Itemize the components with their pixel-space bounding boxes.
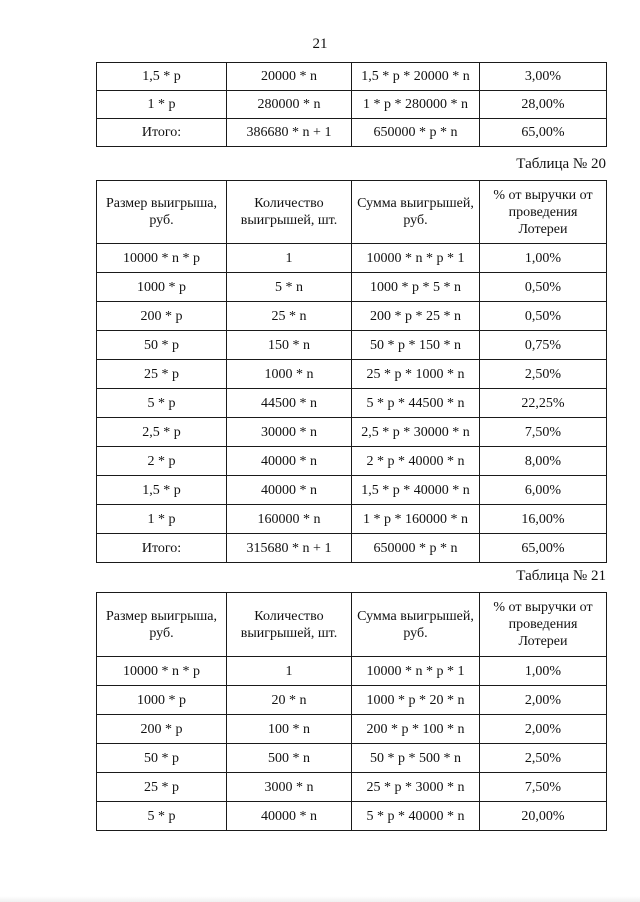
prize-sum-cell: 2 * p * 40000 * n	[352, 447, 480, 476]
prize-count-cell: 40000 * n	[227, 476, 352, 505]
revenue-percent-cell: 7,50%	[480, 418, 607, 447]
prize-size-cell: 1 * p	[97, 505, 227, 534]
revenue-percent-cell: 16,00%	[480, 505, 607, 534]
prize-sum-cell: 2,5 * p * 30000 * n	[352, 418, 480, 447]
header-prize-count: Количество выигрышей, шт.	[227, 181, 352, 244]
prize-count-cell: 280000 * n	[227, 91, 352, 119]
table-row	[97, 715, 607, 744]
header-revenue-percent: % от выручки от проведения Лотереи	[480, 593, 607, 657]
revenue-percent-cell: 6,00%	[480, 476, 607, 505]
prize-table-21	[96, 592, 607, 831]
prize-size-cell: 1000 * p	[97, 686, 227, 715]
revenue-percent-cell: 2,50%	[480, 360, 607, 389]
prize-size-cell: 2 * p	[97, 447, 227, 476]
table-header-row	[97, 181, 607, 244]
prize-count-cell: 5 * n	[227, 273, 352, 302]
table-row	[97, 331, 607, 360]
prize-sum-cell: 200 * p * 100 * n	[352, 715, 480, 744]
table-row	[97, 686, 607, 715]
prize-count-cell: 386680 * n + 1	[227, 119, 352, 147]
total-row	[97, 534, 607, 563]
prize-count-cell: 20000 * n	[227, 63, 352, 91]
prize-count-cell: 1000 * n	[227, 360, 352, 389]
prize-sum-cell: 10000 * n * p * 1	[352, 244, 480, 273]
table-row	[97, 302, 607, 331]
revenue-percent-cell: 0,50%	[480, 273, 607, 302]
prize-sum-cell: 1,5 * p * 20000 * n	[352, 63, 480, 91]
revenue-percent-cell: 22,25%	[480, 389, 607, 418]
prize-size-cell: 200 * p	[97, 715, 227, 744]
prize-size-cell: 25 * p	[97, 773, 227, 802]
table-header-row	[97, 593, 607, 657]
revenue-percent-cell: 3,00%	[480, 63, 607, 91]
prize-size-cell: 1,5 * p	[97, 476, 227, 505]
prize-size-cell: 25 * p	[97, 360, 227, 389]
revenue-percent-cell: 7,50%	[480, 773, 607, 802]
table-row	[97, 360, 607, 389]
prize-sum-cell: 10000 * n * p * 1	[352, 657, 480, 686]
prize-count-cell: 20 * n	[227, 686, 352, 715]
revenue-percent-cell: 2,00%	[480, 715, 607, 744]
prize-count-cell: 44500 * n	[227, 389, 352, 418]
prize-sum-cell: 1000 * p * 5 * n	[352, 273, 480, 302]
prize-sum-cell: 650000 * p * n	[352, 119, 480, 147]
prize-sum-cell: 50 * p * 500 * n	[352, 744, 480, 773]
scan-edge	[0, 896, 640, 902]
table-row	[97, 657, 607, 686]
prize-sum-cell: 1000 * p * 20 * n	[352, 686, 480, 715]
table-row	[97, 476, 607, 505]
revenue-percent-cell: 0,50%	[480, 302, 607, 331]
table-row	[97, 447, 607, 476]
prize-count-cell: 40000 * n	[227, 802, 352, 831]
table-row	[97, 744, 607, 773]
page-number: 21	[312, 36, 328, 52]
prize-size-cell: 1000 * p	[97, 273, 227, 302]
prize-sum-cell: 650000 * p * n	[352, 534, 480, 563]
prize-sum-cell: 25 * p * 1000 * n	[352, 360, 480, 389]
revenue-percent-cell: 20,00%	[480, 802, 607, 831]
prize-sum-cell: 50 * p * 150 * n	[352, 331, 480, 360]
prize-sum-cell: 5 * p * 40000 * n	[352, 802, 480, 831]
table-row	[97, 91, 607, 119]
prize-size-cell: 2,5 * p	[97, 418, 227, 447]
header-revenue-percent: % от выручки от проведения Лотереи	[480, 181, 607, 244]
prize-table-20	[96, 180, 607, 563]
table-row	[97, 63, 607, 91]
table-20-caption: Таблица № 20	[516, 156, 606, 172]
prize-sum-cell: 1,5 * p * 40000 * n	[352, 476, 480, 505]
prize-size-cell: 10000 * n * p	[97, 244, 227, 273]
continued-prize-table	[96, 62, 607, 147]
prize-size-cell: 5 * p	[97, 389, 227, 418]
prize-count-cell: 1	[227, 244, 352, 273]
header-prize-size: Размер выигрыша, руб.	[97, 593, 227, 657]
header-prize-size: Размер выигрыша, руб.	[97, 181, 227, 244]
prize-size-cell: 200 * p	[97, 302, 227, 331]
table-row	[97, 802, 607, 831]
table-21-caption: Таблица № 21	[516, 568, 606, 584]
prize-count-cell: 315680 * n + 1	[227, 534, 352, 563]
prize-sum-cell: 1 * p * 160000 * n	[352, 505, 480, 534]
prize-sum-cell: 5 * p * 44500 * n	[352, 389, 480, 418]
prize-sum-cell: 200 * p * 25 * n	[352, 302, 480, 331]
prize-count-cell: 3000 * n	[227, 773, 352, 802]
prize-size-cell: 1,5 * p	[97, 63, 227, 91]
table-row	[97, 773, 607, 802]
prize-count-cell: 25 * n	[227, 302, 352, 331]
revenue-percent-cell: 0,75%	[480, 331, 607, 360]
revenue-percent-cell: 65,00%	[480, 534, 607, 563]
total-label-cell: Итого:	[97, 119, 227, 147]
header-prize-sum: Сумма выигрышей, руб.	[352, 181, 480, 244]
revenue-percent-cell: 1,00%	[480, 657, 607, 686]
revenue-percent-cell: 2,00%	[480, 686, 607, 715]
total-row	[97, 119, 607, 147]
revenue-percent-cell: 28,00%	[480, 91, 607, 119]
prize-count-cell: 160000 * n	[227, 505, 352, 534]
prize-size-cell: 10000 * n * p	[97, 657, 227, 686]
table-row	[97, 273, 607, 302]
prize-count-cell: 1	[227, 657, 352, 686]
header-prize-sum: Сумма выигрышей, руб.	[352, 593, 480, 657]
table-row	[97, 505, 607, 534]
prize-sum-cell: 1 * p * 280000 * n	[352, 91, 480, 119]
table-row	[97, 418, 607, 447]
revenue-percent-cell: 1,00%	[480, 244, 607, 273]
prize-sum-cell: 25 * p * 3000 * n	[352, 773, 480, 802]
prize-count-cell: 100 * n	[227, 715, 352, 744]
table-row	[97, 389, 607, 418]
prize-size-cell: 50 * p	[97, 744, 227, 773]
header-prize-count: Количество выигрышей, шт.	[227, 593, 352, 657]
prize-size-cell: 5 * p	[97, 802, 227, 831]
prize-count-cell: 150 * n	[227, 331, 352, 360]
table-row	[97, 244, 607, 273]
prize-count-cell: 500 * n	[227, 744, 352, 773]
prize-count-cell: 40000 * n	[227, 447, 352, 476]
revenue-percent-cell: 2,50%	[480, 744, 607, 773]
revenue-percent-cell: 65,00%	[480, 119, 607, 147]
prize-size-cell: 1 * p	[97, 91, 227, 119]
revenue-percent-cell: 8,00%	[480, 447, 607, 476]
prize-count-cell: 30000 * n	[227, 418, 352, 447]
total-label-cell: Итого:	[97, 534, 227, 563]
prize-size-cell: 50 * p	[97, 331, 227, 360]
